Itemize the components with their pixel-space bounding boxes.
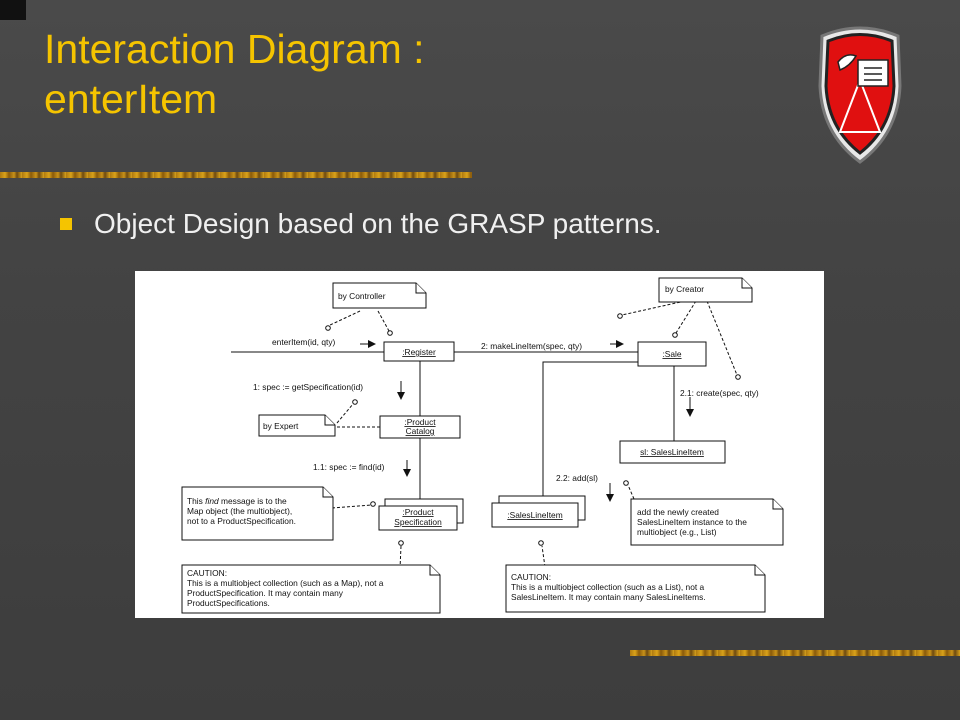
slide-title bbox=[44, 24, 425, 124]
title-divider bbox=[0, 172, 472, 178]
note-by-controller: by Controller bbox=[338, 291, 386, 301]
caution-left-line3: ProductSpecification. It may contain many bbox=[187, 588, 343, 598]
caution-right-line3: SalesLineItem. It may contain many SalesLineItems. bbox=[511, 592, 706, 602]
bullet-item bbox=[60, 208, 662, 240]
footer-divider bbox=[630, 650, 960, 656]
note-add-line2: SalesLineItem instance to the bbox=[637, 517, 747, 527]
bullet-marker bbox=[60, 218, 72, 230]
message-find: 1.1: spec := find(id) bbox=[313, 462, 385, 472]
object-sl-sales-line-item: sl: SalesLineItem bbox=[640, 447, 704, 457]
object-product-spec-line2: Specification bbox=[394, 517, 442, 527]
note-by-expert: by Expert bbox=[263, 421, 299, 431]
note-by-creator: by Creator bbox=[665, 284, 705, 294]
corner-marker bbox=[0, 0, 26, 20]
message-make-line-item: 2: makeLineItem(spec, qty) bbox=[481, 341, 583, 351]
caution-left-line1: CAUTION: bbox=[187, 568, 228, 578]
caution-left-line2: This is a multiobject collection (such as a Map), not a bbox=[187, 578, 384, 588]
note-find-line3: not to a ProductSpecification. bbox=[187, 516, 296, 526]
caution-right-line1: CAUTION: bbox=[511, 572, 552, 582]
object-sales-line-item-multi: :SalesLineItem bbox=[507, 510, 563, 520]
note-add-line1: add the newly created bbox=[637, 507, 719, 517]
message-get-specification: 1: spec := getSpecification(id) bbox=[253, 382, 364, 392]
object-register: :Register bbox=[402, 347, 436, 357]
bullet-text: Object Design based on the GRASP patterns. bbox=[94, 208, 662, 239]
message-enter-item: enterItem(id, qty) bbox=[272, 337, 336, 347]
shield-logo bbox=[816, 22, 904, 164]
interaction-diagram bbox=[135, 271, 824, 618]
note-find-line2: Map object (the multiobject), bbox=[187, 506, 293, 516]
note-find-line1: This find message is to the bbox=[187, 496, 287, 506]
slide-title-line1: Interaction Diagram : bbox=[44, 26, 425, 72]
caution-right-line2: This is a multiobject collection (such as a List), not a bbox=[511, 582, 705, 592]
message-add: 2.2: add(sl) bbox=[556, 473, 598, 483]
object-product-catalog-line2: Catalog bbox=[405, 426, 435, 436]
message-create: 2.1: create(spec, qty) bbox=[680, 388, 759, 398]
note-add-line3: multiobject (e.g., List) bbox=[637, 527, 717, 537]
object-product-catalog-line1: :Product bbox=[404, 417, 436, 427]
object-product-spec-line1: :Product bbox=[402, 507, 434, 517]
slide-title-line2: enterItem bbox=[44, 76, 218, 122]
caution-left-line4: ProductSpecifications. bbox=[187, 598, 270, 608]
object-sale: :Sale bbox=[662, 349, 682, 359]
